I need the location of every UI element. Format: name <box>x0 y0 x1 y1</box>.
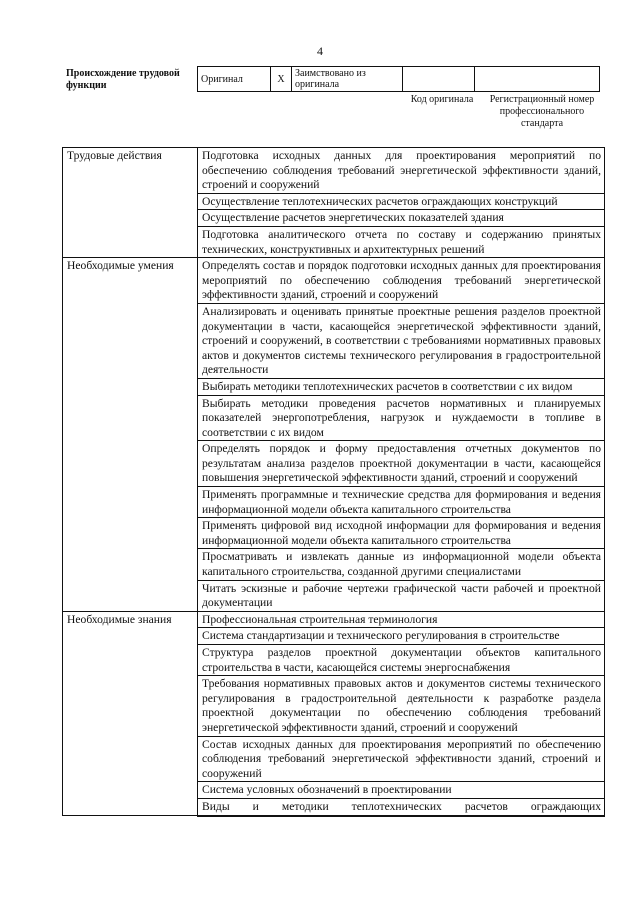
code-caption: Код оригинала <box>410 94 474 105</box>
category-required-knowledge: Необходимые знания <box>63 611 198 815</box>
borrowed-cell: Заимствовано из оригинала <box>292 67 403 92</box>
list-item: Виды и методики теплотехнических расчетов ограждающих <box>198 798 605 815</box>
table-row <box>63 611 605 628</box>
list-item: Состав исходных данных для проектирования мероприятий по обеспечению соблюдения требований энергетической эффективности зданий, строений и сооружений <box>198 736 605 782</box>
list-item: Осуществление расчетов энергетических показателей здания <box>198 210 605 227</box>
list-item: Требования нормативных правовых актов и документов системы технического регулирования в градостроительной деятельности к разработке раздела проектной документации по обеспечению соблюдения требований энергетической эффективности зданий, строений и сооружений <box>198 676 605 736</box>
table-row <box>63 258 605 304</box>
reg-number-cell <box>475 67 600 92</box>
list-item: Структура разделов проектной документации объектов капитального строительства в части, касающейся системы энергоснабжения <box>198 645 605 676</box>
origin-label: Происхождение трудовой функции <box>66 68 180 91</box>
list-item: Система стандартизации и технического регулирования в строительстве <box>198 628 605 645</box>
list-item: Определять состав и порядок подготовки исходных данных для проектирования мероприятий по обеспечению соблюдения требований энергетической эффективности зданий, строений и сооружений <box>198 258 605 304</box>
list-item: Подготовка аналитического отчета по составу и содержанию принятых технических, конструктивных и архитектурных решений <box>198 226 605 257</box>
list-item: Читать эскизные и рабочие чертежи графической части рабочей и проектной документации <box>198 580 605 611</box>
list-item: Осуществление теплотехнических расчетов ограждающих конструкций <box>198 193 605 210</box>
list-item: Применять цифровой вид исходной информации для формирования и ведения информационной модели объекта капитального строительства <box>198 518 605 549</box>
reg-number-caption: Регистрационный номер профессионального стандарта <box>489 94 595 129</box>
list-item: Выбирать методики теплотехнических расчетов в соответствии с их видом <box>198 378 605 395</box>
list-item: Профессиональная строительная терминология <box>198 611 605 628</box>
original-mark: X <box>271 67 292 92</box>
table-row <box>63 148 605 194</box>
page-number: 4 <box>317 44 323 58</box>
origin-table <box>197 66 600 92</box>
list-item: Просматривать и извлекать данные из информационной модели объекта капитального строительства, созданной другими специалистами <box>198 549 605 580</box>
code-cell <box>403 67 475 92</box>
list-item: Система условных обозначений в проектировании <box>198 782 605 799</box>
list-item: Применять программные и технические средства для формирования и ведения информационной модели объекта капитального строительства <box>198 487 605 518</box>
list-item: Анализировать и оценивать принятые проектные решения разделов проектной документации в части, касающейся энергетической эффективности зданий, строений и сооружений, в соответствии с требованиями нормативных правовых актов и документов системы технического регулирования в градостроительной деятельности <box>198 303 605 378</box>
labor-function-table <box>62 147 605 817</box>
category-labor-actions: Трудовые действия <box>63 148 198 258</box>
category-required-skills: Необходимые умения <box>63 258 198 612</box>
original-cell: Оригинал <box>198 67 271 92</box>
list-item: Подготовка исходных данных для проектирования мероприятий по обеспечению соблюдения требований энергетической эффективности зданий, строений и сооружений <box>198 148 605 194</box>
list-item: Выбирать методики проведения расчетов нормативных и планируемых показателей энергопотребления, нагрузок и нуждаемости в топливе в соответствии с их видом <box>198 395 605 441</box>
list-item: Определять порядок и форму предоставления отчетных документов по результатам анализа разделов проектной документации в части, касающейся повышения энергетической эффективности зданий, строений и сооружений <box>198 441 605 487</box>
